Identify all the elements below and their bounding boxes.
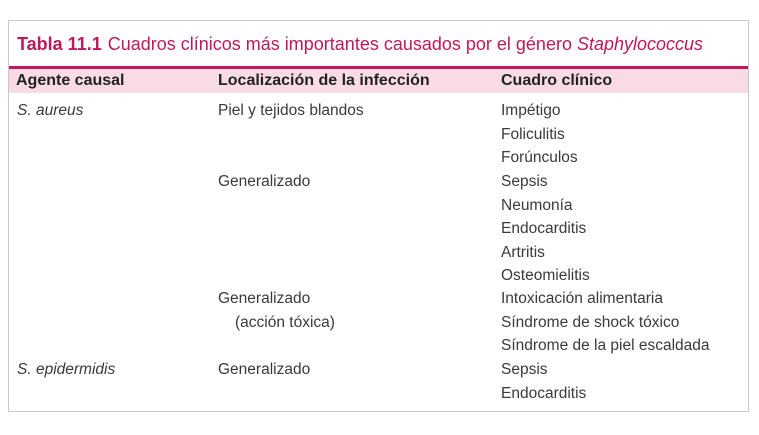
clinical-item: Impétigo — [501, 102, 561, 119]
clinical-item: Sepsis — [501, 361, 548, 378]
agent-s-epidermidis: S. epidermidis — [17, 361, 116, 378]
clinical-item: Forúnculos — [501, 149, 578, 166]
clinical-item: Neumonía — [501, 196, 573, 214]
clinical-item: Síndrome de shock tóxico — [501, 313, 680, 331]
header-agent: Agente causal — [16, 72, 125, 89]
clinical-item: Osteomielitis — [501, 267, 590, 284]
clinical-table — [8, 20, 749, 412]
header-location: Localización de la infección — [218, 72, 430, 89]
location-cell: Piel y tejidos blandos — [218, 102, 364, 119]
location-note: (acción tóxica) — [235, 313, 335, 331]
clinical-item: Intoxicación alimentaria — [501, 290, 663, 307]
table-title: Cuadros clínicos más importantes causados por el género — [107, 33, 572, 54]
clinical-item: Endocarditis — [501, 220, 587, 237]
clinical-item: Foliculitis — [501, 125, 565, 143]
header-clinical: Cuadro clínico — [501, 72, 613, 89]
clinical-item: Síndrome de la piel escaldada — [501, 337, 710, 354]
table-number: Tabla 11.1 — [17, 33, 102, 54]
clinical-item: Artritis — [501, 243, 545, 261]
agent-s-aureus: S. aureus — [17, 102, 84, 119]
location-cell: Generalizado — [218, 290, 311, 307]
clinical-item: Endocarditis — [501, 384, 587, 402]
clinical-item: Sepsis — [501, 173, 548, 190]
location-cell: Generalizado — [218, 361, 311, 378]
location-cell: Generalizado — [218, 173, 311, 190]
table-header-row — [9, 66, 748, 93]
table-caption — [9, 21, 748, 66]
table-title-genus: Staphylococcus — [576, 33, 704, 54]
